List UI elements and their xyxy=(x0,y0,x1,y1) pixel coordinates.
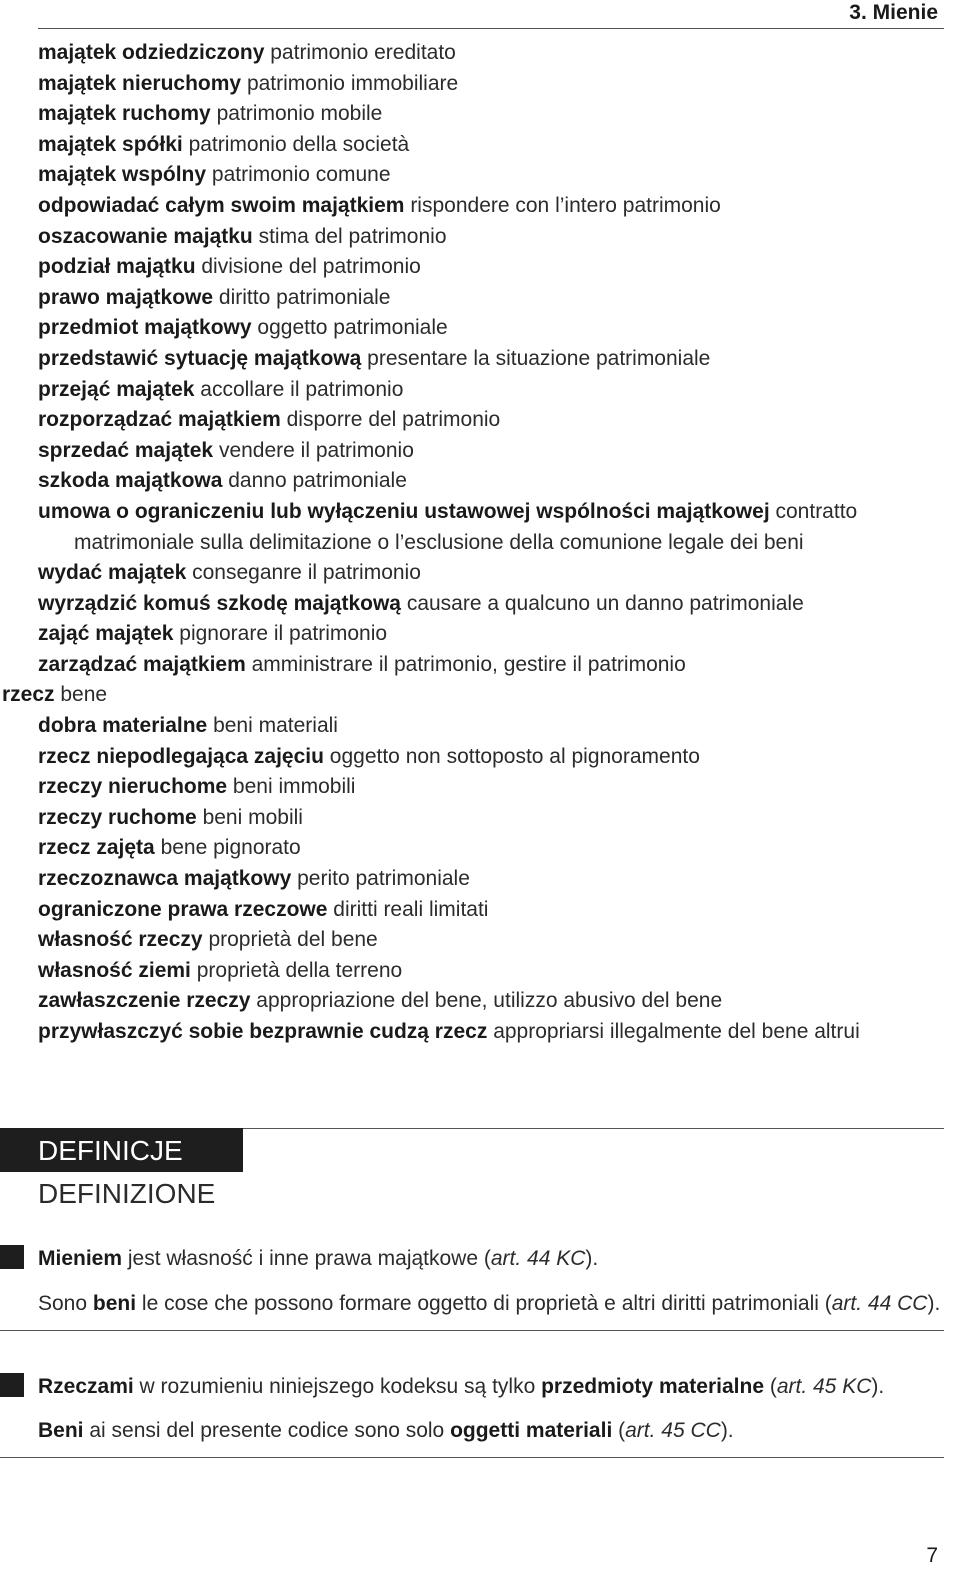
glossary-translation: pignorare il patrimonio xyxy=(179,622,388,646)
glossary-translation: diritto patrimoniale xyxy=(218,285,391,309)
glossary-translation: patrimonio immobiliare xyxy=(246,71,459,95)
glossary-term: dobra materialne xyxy=(38,714,208,738)
glossary-entry xyxy=(0,436,950,467)
glossary-entry xyxy=(0,99,950,130)
definition-text: Sono xyxy=(38,1292,93,1315)
glossary-term: majątek odziedziczony xyxy=(38,41,265,64)
glossary-entry xyxy=(0,69,950,100)
glossary-translation: conseganre il patrimonio xyxy=(192,561,421,585)
glossary-entry xyxy=(0,252,950,283)
square-bullet-icon xyxy=(0,1373,24,1397)
glossary-term: przejąć majątek xyxy=(38,377,195,401)
glossary-entry xyxy=(0,711,950,742)
glossary-term: zawłaszczenie rzeczy xyxy=(38,989,251,1013)
glossary-entry xyxy=(0,375,950,406)
glossary-entry xyxy=(0,313,950,344)
section-title: DEFINICJE xyxy=(38,1135,183,1166)
definition-text: ( xyxy=(764,1375,777,1398)
glossary-translation: danno patrimoniale xyxy=(228,469,407,493)
glossary-entry xyxy=(0,803,950,834)
glossary-translation: presentare la situazione patrimoniale xyxy=(367,346,711,370)
definition-term: Rzeczami xyxy=(38,1375,134,1398)
glossary-entry xyxy=(0,466,950,497)
definition-term: Beni xyxy=(38,1419,84,1442)
glossary-translation: bene xyxy=(60,683,108,707)
definition-text: ). xyxy=(871,1375,885,1398)
glossary-translation: beni mobili xyxy=(202,805,303,829)
definition-term: Mieniem xyxy=(38,1247,123,1270)
definition-block-mienie xyxy=(0,1243,944,1331)
glossary-term: prawo majątkowe xyxy=(38,285,214,309)
legal-reference: art. 45 CC xyxy=(625,1419,721,1442)
definition-italian xyxy=(0,1415,944,1446)
definition-polish xyxy=(0,1243,944,1274)
glossary-translation: proprietà del bene xyxy=(208,928,378,952)
glossary-entry xyxy=(0,619,950,650)
glossary-entry xyxy=(0,497,950,558)
glossary-translation: amministrare il patrimonio, gestire il patrimonio xyxy=(251,652,686,676)
glossary-term: oszacowanie majątku xyxy=(38,224,253,248)
glossary-term: zarządzać majątkiem xyxy=(38,652,246,676)
glossary-translation: perito patrimoniale xyxy=(297,867,470,891)
glossary-translation: proprietà della terreno xyxy=(196,958,403,982)
glossary-translation: divisione del patrimonio xyxy=(201,255,421,279)
glossary-entry xyxy=(0,589,950,620)
glossary-term: majątek wspólny xyxy=(38,163,207,187)
glossary-term: rzeczy nieruchome xyxy=(38,775,228,799)
glossary-entry xyxy=(0,130,950,161)
glossary-translation: oggetto patrimoniale xyxy=(257,316,448,340)
glossary-term: rzeczy ruchome xyxy=(38,805,197,829)
glossary-entry xyxy=(0,742,950,773)
glossary-entry xyxy=(0,222,950,253)
glossary-term: odpowiadać całym swoim majątkiem xyxy=(38,193,405,217)
glossary-term: przedmiot majątkowy xyxy=(38,316,252,340)
glossary-list xyxy=(0,38,950,1048)
glossary-entry xyxy=(0,772,950,803)
glossary-translation: vendere il patrimonio xyxy=(218,438,414,462)
glossary-term: ograniczone prawa rzeczowe xyxy=(38,897,328,921)
glossary-entry xyxy=(0,160,950,191)
definition-text: w rozumieniu niniejszego kodeksu są tylko xyxy=(133,1375,542,1398)
definition-term: beni xyxy=(92,1292,137,1315)
glossary-term: sprzedać majątek xyxy=(38,438,214,462)
glossary-term: podział majątku xyxy=(38,255,196,279)
legal-reference: art. 44 CC xyxy=(831,1292,928,1315)
definition-italian xyxy=(0,1288,944,1319)
glossary-term: własność rzeczy xyxy=(38,928,203,952)
glossary-translation: contratto matrimoniale sulla delimitazione o l’esclusione della comunione legale dei beni xyxy=(74,499,858,554)
glossary-entry xyxy=(0,405,950,436)
glossary-term: szkoda majątkowa xyxy=(38,469,223,493)
glossary-translation: beni materiali xyxy=(213,714,338,738)
glossary-term: przedstawić sytuację majątkową xyxy=(38,346,362,370)
glossary-root-term: rzecz xyxy=(2,683,55,707)
square-bullet-icon xyxy=(0,1245,24,1269)
glossary-entry xyxy=(0,344,950,375)
glossary-translation: patrimonio comune xyxy=(211,163,391,187)
glossary-entry xyxy=(0,895,950,926)
glossary-translation: diritti reali limitati xyxy=(333,897,489,921)
definition-divider xyxy=(0,1330,944,1331)
definition-term: przedmioty materialne xyxy=(541,1375,764,1398)
definition-polish xyxy=(0,1371,944,1402)
glossary-term: majątek ruchomy xyxy=(38,102,211,126)
glossary-entry xyxy=(0,38,950,69)
glossary-term: wydać majątek xyxy=(38,561,187,585)
glossary-translation: appropriazione del bene, utilizzo abusivo del bene xyxy=(256,989,723,1013)
glossary-term: zająć majątek xyxy=(38,622,174,646)
header-divider xyxy=(38,28,944,29)
running-header-title: 3. Mienie xyxy=(849,1,938,24)
glossary-term: rzecz niepodlegająca zajęciu xyxy=(38,744,324,768)
glossary-entry xyxy=(0,191,950,222)
glossary-term: majątek nieruchomy xyxy=(38,71,242,95)
glossary-translation: oggetto non sottoposto al pignoramento xyxy=(329,744,700,768)
definition-text: le cose che possono formare oggetto di proprietà e altri diritti patrimoniali ( xyxy=(136,1292,832,1315)
glossary-entry xyxy=(0,1017,950,1048)
glossary-translation: rispondere con l’intero patrimonio xyxy=(410,193,721,217)
definition-text: ). xyxy=(720,1419,734,1442)
glossary-entry xyxy=(0,956,950,987)
glossary-root-entry xyxy=(0,680,950,711)
glossary-translation: beni immobili xyxy=(232,775,356,799)
glossary-entry xyxy=(0,864,950,895)
glossary-translation: patrimonio della società xyxy=(188,132,410,156)
glossary-term: rzecz zajęta xyxy=(38,836,155,860)
glossary-term: własność ziemi xyxy=(38,958,191,982)
glossary-term: umowa o ograniczeniu lub wyłączeniu ustawowej wspólności majątkowej xyxy=(38,499,770,523)
glossary-translation: accollare il patrimonio xyxy=(200,377,404,401)
glossary-translation: bene pignorato xyxy=(160,836,301,860)
definition-text: jest własność i inne prawa majątkowe ( xyxy=(122,1247,491,1270)
glossary-entry xyxy=(0,986,950,1017)
legal-reference: art. 44 KC xyxy=(490,1247,586,1270)
definition-divider xyxy=(0,1457,944,1458)
definition-text: ai sensi del presente codice sono solo xyxy=(83,1419,451,1442)
glossary-translation: patrimonio mobile xyxy=(216,102,383,126)
glossary-translation: causare a qualcuno un danno patrimoniale xyxy=(406,591,804,615)
glossary-translation: patrimonio ereditato xyxy=(270,41,456,64)
glossary-term: rozporządzać majątkiem xyxy=(38,408,281,432)
definition-term: oggetti materiali xyxy=(450,1419,613,1442)
glossary-entry xyxy=(0,925,950,956)
definition-text: ( xyxy=(612,1419,626,1442)
glossary-entry xyxy=(0,558,950,589)
glossary-term: majątek spółki xyxy=(38,132,183,156)
glossary-term: wyrządzić komuś szkodę majątkową xyxy=(38,591,401,615)
glossary-translation: stima del patrimonio xyxy=(258,224,447,248)
glossary-term: rzeczoznawca majątkowy xyxy=(38,867,292,891)
glossary-translation: appropriarsi illegalmente del bene altrui xyxy=(493,1020,860,1043)
glossary-entry xyxy=(0,650,950,681)
glossary-entry xyxy=(0,283,950,314)
definition-text: ). xyxy=(927,1292,941,1315)
section-subtitle: DEFINIZIONE xyxy=(38,1178,216,1209)
glossary-term: przywłaszczyć sobie bezprawnie cudzą rzecz xyxy=(38,1020,488,1043)
glossary-entry xyxy=(0,833,950,864)
definition-text: ). xyxy=(585,1247,599,1270)
glossary-translation: disporre del patrimonio xyxy=(286,408,501,432)
page-number: 7 xyxy=(926,1544,938,1567)
legal-reference: art. 45 KC xyxy=(776,1375,872,1398)
definition-block-rzeczy xyxy=(0,1371,944,1458)
